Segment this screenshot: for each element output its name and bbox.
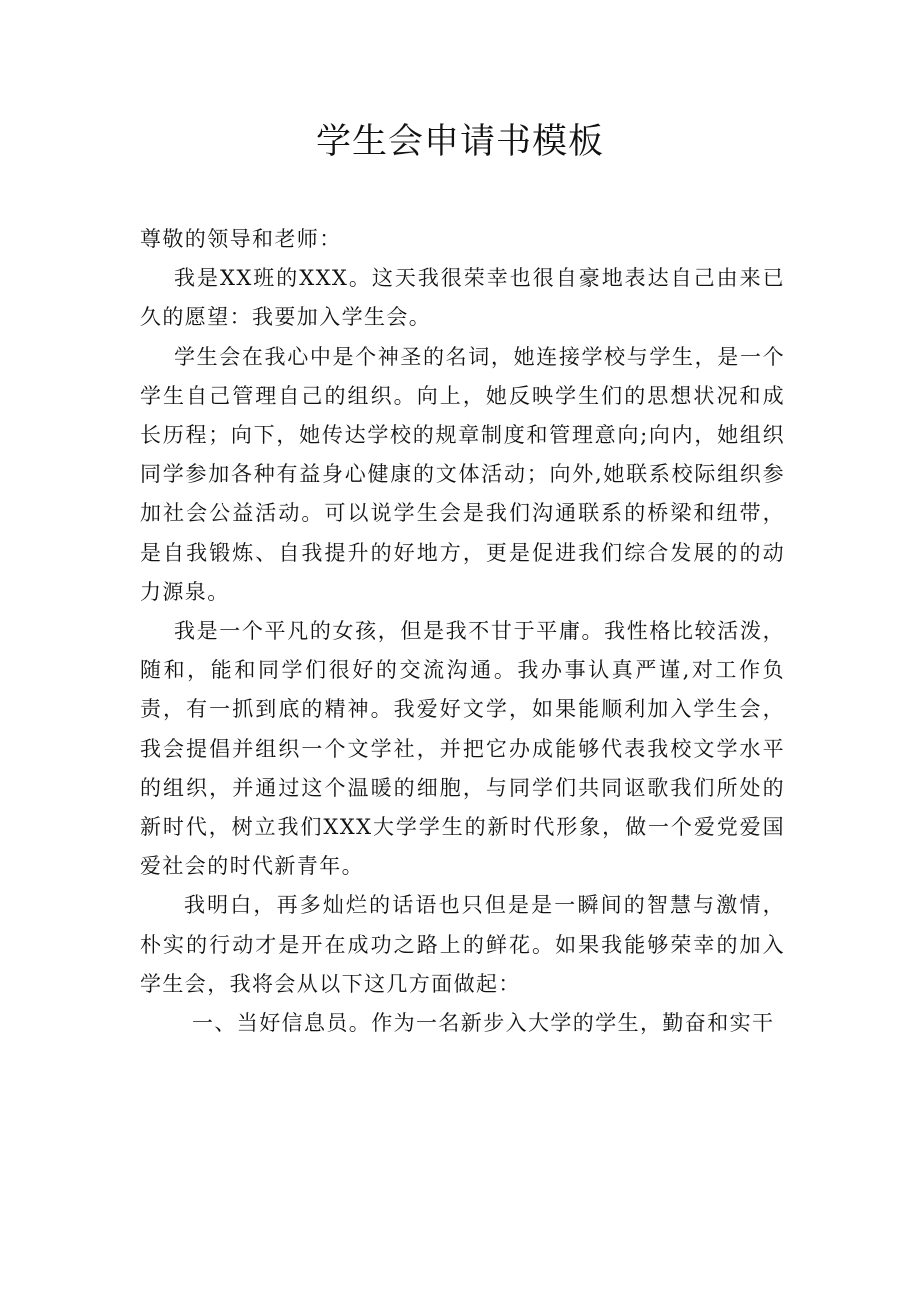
document-body [140,220,785,1043]
paragraph-student-union: 学生会在我心中是个神圣的名词，她连接学校与学生，是一个学生自己管理自己的组织。向上，她反映学生们的思想状况和成长历程；向下，她传达学校的规章制度和管理意向;向内，她组织同学参加各种有益身心健康的文体活动；向外,她联系校际组织参加社会公益活动。可以说学生会是我们沟通联系的桥梁和纽带，是自我锻炼、自我提升的好地方，更是促进我们综合发展的的动力源泉。 [140,344,785,604]
document-title: 学生会申请书模板 [315,122,604,162]
paragraph-intro: 我是XX班的XXX。这天我很荣幸也很自豪地表达自己由来已久的愿望：我要加入学生会。 [140,266,785,330]
paragraph-self-description: 我是一个平凡的女孩，但是我不甘于平庸。我性格比较活泼，随和，能和同学们很好的交流沟通。我办事认真严谨,对工作负责，有一抓到底的精神。我爱好文学，如果能顺利加入学生会，我会提倡并组织一个文学社，并把它办成能够代表我校文学水平的组织，并通过这个温暖的细胞，与同学们共同讴歌我们所处的新时代，树立我们XXX大学学生的新时代形象，做一个爱党爱国爱社会的时代新青年。 [140,619,785,879]
salutation: 尊敬的领导和老师： [140,227,342,251]
paragraph-commitment: 我明白，再多灿烂的话语也只但是是一瞬间的智慧与激情，朴实的行动才是开在成功之路上的鲜花。如果我能够荣幸的加入学生会，我将会从以下这几方面做起： [140,893,785,996]
paragraph-plan-item-1: 一、当好信息员。作为一名新步入大学的学生，勤奋和实干 [192,1011,775,1036]
